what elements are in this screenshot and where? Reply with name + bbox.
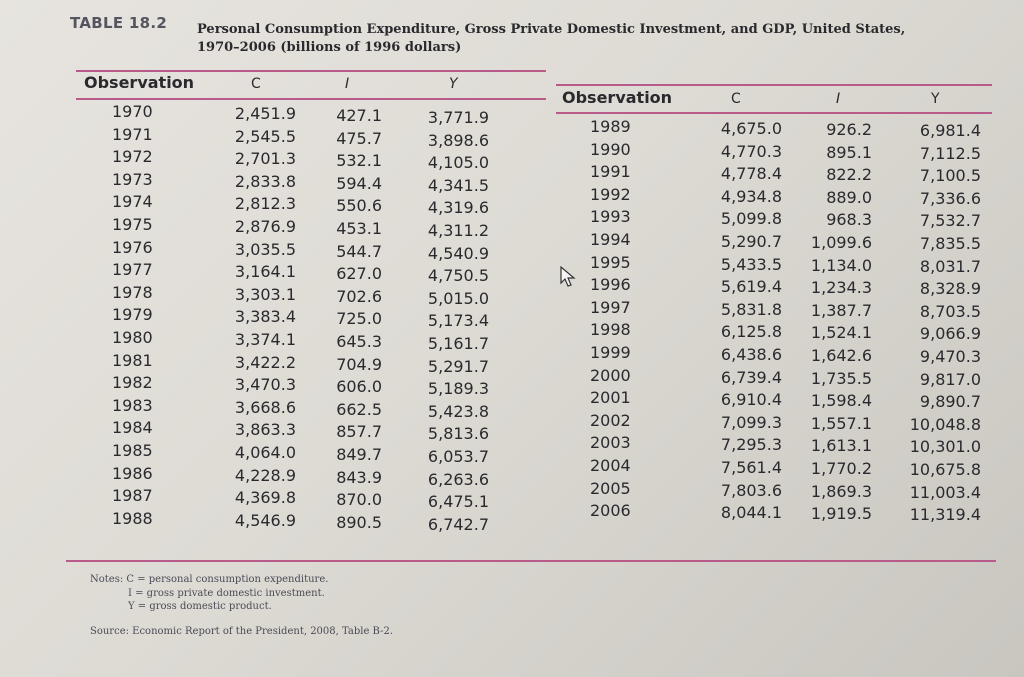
table-cell-y: 5,161.7 <box>427 333 489 353</box>
table-cell-c: 4,369.8 <box>234 488 296 508</box>
mouse-pointer-icon <box>560 266 578 292</box>
table-cell-c: 4,064.0 <box>234 442 296 462</box>
table-cell-c: 6,438.6 <box>720 344 782 364</box>
table-cell-c: 7,561.4 <box>720 457 782 477</box>
table-cell-y: 5,015.0 <box>427 288 489 308</box>
table-cell-i: 1,134.0 <box>810 255 872 275</box>
table-cell-y: 9,890.7 <box>919 392 981 412</box>
table-cell-i: 1,387.7 <box>810 300 872 320</box>
table-cell-observation: 2001 <box>590 388 631 408</box>
table-cell-observation: 1977 <box>112 260 153 280</box>
left-i-column <box>320 105 382 534</box>
table-cell-c: 3,303.1 <box>234 284 296 304</box>
table-cell-i: 627.0 <box>336 264 382 284</box>
note-i: I = gross private domestic investment. <box>128 587 325 599</box>
table-cell-observation: 2005 <box>590 478 631 498</box>
table-cell-c: 7,803.6 <box>720 480 782 500</box>
table-cell-i: 594.4 <box>336 173 382 193</box>
table-cell-c: 4,778.4 <box>720 164 782 184</box>
table-cell-observation: 1975 <box>112 214 153 234</box>
table-cell-y: 3,771.9 <box>427 108 489 127</box>
table-cell-y: 11,003.4 <box>909 482 981 502</box>
table-cell-y: 7,336.6 <box>919 188 981 208</box>
table-cell-i: 662.5 <box>336 399 382 419</box>
table-cell-c: 8,044.1 <box>720 503 782 523</box>
table-cell-c: 3,668.6 <box>234 397 296 417</box>
table-cell-i: 1,869.3 <box>810 481 872 501</box>
table-cell-i: 475.7 <box>336 128 382 148</box>
table-cell-observation: 1974 <box>112 192 153 212</box>
table-cell-y: 4,540.9 <box>427 243 489 263</box>
table-cell-y: 4,750.5 <box>427 266 489 286</box>
table-cell-i: 544.7 <box>336 241 382 261</box>
table-cell-y: 4,311.2 <box>427 220 489 240</box>
table-cell-c: 2,701.3 <box>234 149 296 169</box>
table-cell-y: 10,675.8 <box>909 459 981 479</box>
table-cell-observation: 1992 <box>590 184 631 204</box>
table-cell-observation: 2006 <box>590 501 631 521</box>
table-cell-i: 725.0 <box>336 309 382 329</box>
left-header-c: C <box>251 76 261 92</box>
table-cell-c: 7,099.3 <box>720 412 782 432</box>
table-cell-observation: 1979 <box>112 305 153 325</box>
table-cell-y: 9,817.0 <box>919 369 981 389</box>
table-cell-observation: 1991 <box>590 162 631 182</box>
right-header-y: Y <box>931 91 940 107</box>
table-cell-y: 7,532.7 <box>919 211 981 231</box>
table-cell-y: 10,301.0 <box>909 437 981 457</box>
table-cell-i: 843.9 <box>336 467 382 487</box>
table-cell-c: 2,833.8 <box>234 171 296 191</box>
table-cell-observation: 1978 <box>112 282 153 302</box>
note-c: Notes: C = personal consumption expenditure. <box>90 574 329 585</box>
table-cell-observation: 1999 <box>590 342 631 362</box>
table-cell-i: 870.0 <box>336 490 382 510</box>
table-cell-y: 7,835.5 <box>919 233 981 253</box>
table-cell-c: 3,470.3 <box>234 375 296 395</box>
table-cell-observation: 1976 <box>112 237 153 257</box>
table-notes <box>90 573 328 614</box>
table-cell-y: 6,475.1 <box>427 492 489 512</box>
left-c-column <box>208 103 296 532</box>
table-cell-i: 1,099.6 <box>810 232 872 252</box>
table-cell-y: 4,319.6 <box>427 198 489 218</box>
table-cell-c: 4,770.3 <box>720 141 782 161</box>
table-cell-observation: 1987 <box>112 486 153 506</box>
table-cell-i: 822.2 <box>826 165 872 185</box>
right-y-column <box>893 120 981 527</box>
table-cell-observation: 1994 <box>590 229 631 249</box>
table-cell-i: 889.0 <box>826 187 872 207</box>
table-cell-c: 3,374.1 <box>234 329 296 349</box>
table-cell-observation: 1973 <box>112 169 153 189</box>
table-cell-observation: 2000 <box>590 365 631 385</box>
table-cell-c: 5,290.7 <box>720 231 782 251</box>
table-cell-observation: 1985 <box>112 440 153 460</box>
table-cell-y: 7,100.5 <box>919 166 981 186</box>
table-cell-i: 1,524.1 <box>810 323 872 343</box>
table-cell-c: 3,035.5 <box>234 239 296 259</box>
table-cell-c: 3,422.2 <box>234 352 296 372</box>
left-header-rule <box>76 98 546 100</box>
table-cell-y: 5,189.3 <box>427 379 489 399</box>
table-cell-c: 4,228.9 <box>234 465 296 485</box>
table-cell-i: 1,642.6 <box>810 345 872 365</box>
right-i-column <box>796 119 872 526</box>
table-cell-c: 4,675.0 <box>720 119 782 138</box>
table-cell-c: 5,433.5 <box>720 254 782 274</box>
table-cell-y: 4,105.0 <box>427 153 489 173</box>
table-cell-y: 11,319.4 <box>909 505 981 525</box>
table-cell-y: 10,048.8 <box>909 414 981 434</box>
table-cell-y: 6,053.7 <box>427 446 489 466</box>
table-cell-i: 453.1 <box>336 218 382 238</box>
table-cell-observation: 1982 <box>112 373 153 393</box>
table-cell-y: 6,981.4 <box>919 121 981 140</box>
table-cell-y: 9,470.3 <box>919 346 981 366</box>
table-title-line-2: 1970–2006 (billions of 1996 dollars) <box>197 40 462 55</box>
table-cell-c: 2,545.5 <box>234 126 296 146</box>
table-cell-observation: 1996 <box>590 275 631 295</box>
table-title-line-1: Personal Consumption Expenditure, Gross Private Domestic Investment, and GDP, United States, <box>197 22 906 37</box>
table-cell-i: 550.6 <box>336 196 382 216</box>
table-cell-i: 1,735.5 <box>810 368 872 388</box>
table-cell-i: 1,919.5 <box>810 504 872 524</box>
table-cell-i: 645.3 <box>336 331 382 351</box>
table-cell-y: 4,341.5 <box>427 175 489 195</box>
table-cell-c: 6,739.4 <box>720 367 782 387</box>
table-cell-i: 849.7 <box>336 444 382 464</box>
table-cell-observation: 1972 <box>112 147 153 167</box>
right-header-observation: Observation <box>562 88 673 107</box>
table-cell-c: 6,125.8 <box>720 322 782 342</box>
right-c-column <box>690 118 782 525</box>
table-cell-y: 8,031.7 <box>919 256 981 276</box>
table-cell-i: 1,234.3 <box>810 278 872 298</box>
right-header-rule <box>556 112 992 114</box>
bottom-rule <box>66 560 996 562</box>
table-cell-y: 6,742.7 <box>427 514 489 534</box>
table-cell-c: 4,934.8 <box>720 186 782 206</box>
table-cell-i: 890.5 <box>336 512 382 532</box>
table-cell-c: 3,863.3 <box>234 420 296 440</box>
table-cell-y: 5,813.6 <box>427 424 489 444</box>
table-cell-observation: 1998 <box>590 320 631 340</box>
table-cell-c: 4,546.9 <box>234 510 296 530</box>
table-cell-i: 427.1 <box>336 106 382 125</box>
table-cell-i: 606.0 <box>336 377 382 397</box>
table-cell-y: 8,328.9 <box>919 279 981 299</box>
table-cell-c: 5,831.8 <box>720 299 782 319</box>
table-cell-c: 2,812.3 <box>234 194 296 214</box>
right-header-c: C <box>731 91 741 107</box>
table-cell-y: 9,066.9 <box>919 324 981 344</box>
note-y: Y = gross domestic product. <box>128 601 272 612</box>
table-cell-observation: 1981 <box>112 350 153 370</box>
table-cell-i: 1,598.4 <box>810 391 872 411</box>
table-cell-observation: 1986 <box>112 463 153 483</box>
table-cell-observation: 2002 <box>590 410 631 430</box>
table-cell-y: 5,173.4 <box>427 311 489 331</box>
left-header-y: Y <box>449 76 458 92</box>
table-cell-observation: 1980 <box>112 327 153 347</box>
table-cell-i: 532.1 <box>336 151 382 171</box>
table-cell-observation: 2003 <box>590 433 631 453</box>
right-header-i: I <box>836 91 841 107</box>
table-cell-observation: 1970 <box>112 102 153 121</box>
table-cell-i: 704.9 <box>336 354 382 374</box>
table-cell-y: 8,703.5 <box>919 301 981 321</box>
table-cell-observation: 1993 <box>590 207 631 227</box>
table-cell-y: 6,263.6 <box>427 469 489 489</box>
right-top-rule <box>556 84 992 86</box>
table-cell-i: 895.1 <box>826 142 872 162</box>
table-cell-observation: 1971 <box>112 124 153 144</box>
table-cell-y: 7,112.5 <box>919 143 981 163</box>
table-cell-i: 1,613.1 <box>810 436 872 456</box>
table-cell-c: 7,295.3 <box>720 435 782 455</box>
table-cell-y: 3,898.6 <box>427 130 489 150</box>
left-header-observation: Observation <box>84 73 195 92</box>
table-cell-i: 857.7 <box>336 422 382 442</box>
table-cell-observation: 1995 <box>590 252 631 272</box>
left-y-column <box>405 107 489 536</box>
table-cell-c: 5,619.4 <box>720 277 782 297</box>
table-cell-c: 2,876.9 <box>234 216 296 236</box>
table-cell-y: 5,423.8 <box>427 401 489 421</box>
table-cell-observation: 1988 <box>112 508 153 528</box>
table-cell-y: 5,291.7 <box>427 356 489 376</box>
table-cell-i: 1,557.1 <box>810 413 872 433</box>
table-cell-i: 926.2 <box>826 120 872 139</box>
left-header-i: I <box>345 76 350 92</box>
table-cell-observation: 2004 <box>590 455 631 475</box>
table-cell-observation: 1983 <box>112 395 153 415</box>
table-cell-observation: 1990 <box>590 139 631 159</box>
left-observation-column <box>112 101 162 530</box>
table-cell-c: 6,910.4 <box>720 390 782 410</box>
table-label: TABLE 18.2 <box>70 14 168 32</box>
table-cell-observation: 1984 <box>112 418 153 438</box>
table-cell-observation: 1997 <box>590 297 631 317</box>
left-top-rule <box>76 70 546 72</box>
right-observation-column <box>590 116 640 523</box>
table-cell-i: 1,770.2 <box>810 458 872 478</box>
table-cell-observation: 1989 <box>590 117 631 136</box>
table-cell-c: 2,451.9 <box>234 104 296 123</box>
table-cell-c: 5,099.8 <box>720 209 782 229</box>
table-cell-i: 968.3 <box>826 210 872 230</box>
table-cell-c: 3,164.1 <box>234 262 296 282</box>
table-cell-i: 702.6 <box>336 286 382 306</box>
table-cell-c: 3,383.4 <box>234 307 296 327</box>
table-source: Source: Economic Report of the President, 2008, Table B-2. <box>90 626 394 637</box>
